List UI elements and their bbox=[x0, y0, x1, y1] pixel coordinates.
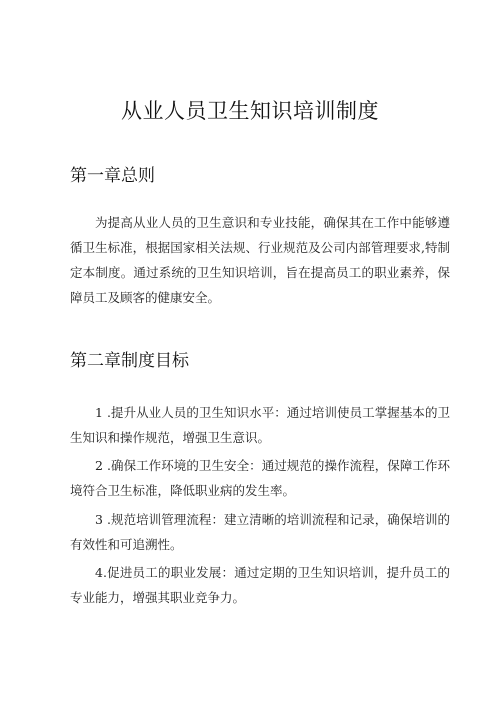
chapter-1-paragraph: 为提高从业人员的卫生意识和专业技能，确保其在工作中能够遵循卫生标准，根据国家相关法规、行业规范及公司内部管理要求,特制定本制度。通过系统的卫生知识培训，旨在提高员工的职业素养，保障员工及顾客的健康安全。 bbox=[70, 215, 450, 305]
goal-item-2: 2 .确保工作环境的卫生安全：通过规范的操作流程，保障工作环境符合卫生标准，降低职业病的发生率。 bbox=[70, 458, 450, 498]
goal-item-3: 3 .规范培训管理流程：建立清晰的培训流程和记录，确保培训的有效性和可追溯性。 bbox=[70, 512, 450, 552]
chapter-1-heading: 第一章总则 bbox=[70, 166, 155, 186]
chapter-2-heading: 第二章制度目标 bbox=[70, 351, 189, 371]
goal-item-4: 4.促进员工的职业发展：通过定期的卫生知识培训，提升员工的专业能力，增强其职业竞争力。 bbox=[70, 565, 450, 605]
goal-item-1: 1 .提升从业人员的卫生知识水平：通过培训使员工掌握基本的卫生知识和操作规范，增强卫生意识。 bbox=[70, 405, 450, 445]
document-title: 从业人员卫生知识培训制度 bbox=[121, 99, 379, 123]
